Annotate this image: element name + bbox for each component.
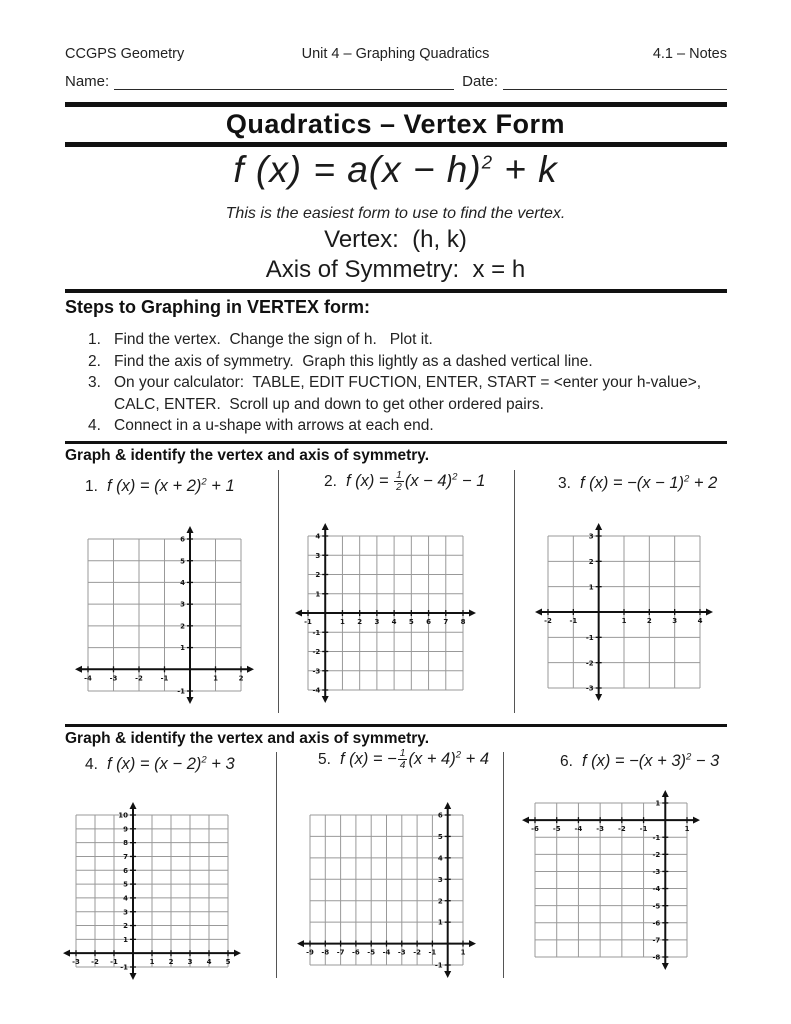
unit-label: Unit 4 – Graphing Quadratics bbox=[301, 46, 490, 62]
svg-text:-1: -1 bbox=[585, 633, 594, 642]
svg-text:7: 7 bbox=[123, 853, 128, 862]
coordinate-grid-1 bbox=[74, 525, 255, 705]
svg-text:-2: -2 bbox=[91, 958, 99, 967]
svg-text:-3: -3 bbox=[397, 948, 406, 957]
svg-text:-6: -6 bbox=[352, 948, 360, 957]
problem-number: 3. bbox=[558, 474, 571, 492]
svg-text:1: 1 bbox=[149, 958, 155, 967]
vertex-form-formula: f $(x) = a(x - h)^2 + k$ bbox=[233, 149, 558, 190]
coordinate-grid-6 bbox=[521, 789, 701, 971]
step-number: 3. bbox=[88, 374, 101, 391]
svg-text:5: 5 bbox=[437, 833, 443, 842]
svg-text:6: 6 bbox=[426, 618, 431, 626]
section2-rule bbox=[65, 724, 727, 727]
svg-text:-9: -9 bbox=[306, 948, 314, 957]
svg-text:-6: -6 bbox=[531, 825, 539, 834]
problem-formula: f $(x) = -(x - 1)^2 + 2$ bbox=[579, 473, 718, 492]
step-number: 2. bbox=[88, 352, 101, 370]
svg-text:-1: -1 bbox=[304, 618, 312, 626]
svg-text:5: 5 bbox=[123, 880, 128, 889]
column-divider bbox=[514, 470, 515, 713]
svg-text:-3: -3 bbox=[72, 958, 80, 967]
svg-text:4: 4 bbox=[123, 894, 128, 903]
svg-text:1: 1 bbox=[340, 618, 345, 626]
axis-of-symmetry-line: Axis of Symmetry: x = h bbox=[265, 256, 526, 283]
name-label: Name: bbox=[65, 73, 110, 90]
svg-text:1: 1 bbox=[123, 935, 128, 944]
problem-number: 6. bbox=[560, 752, 573, 770]
section1-heading: Graph & identify the vertex and axis of symmetry. bbox=[65, 447, 430, 464]
svg-text:1: 1 bbox=[684, 825, 690, 834]
svg-text:1: 1 bbox=[655, 799, 661, 808]
svg-text:-7: -7 bbox=[336, 948, 345, 957]
svg-text:2: 2 bbox=[180, 622, 185, 631]
svg-text:2: 2 bbox=[238, 674, 244, 683]
svg-text:1: 1 bbox=[315, 590, 321, 599]
problem-number: 4. bbox=[85, 755, 98, 773]
date-blank-line bbox=[503, 72, 727, 90]
date-label: Date: bbox=[462, 73, 498, 90]
svg-text:6: 6 bbox=[123, 866, 128, 875]
svg-text:-3: -3 bbox=[109, 674, 118, 683]
steps-list bbox=[88, 329, 723, 437]
svg-text:1: 1 bbox=[588, 583, 594, 592]
svg-text:7: 7 bbox=[443, 618, 449, 626]
svg-text:2: 2 bbox=[168, 958, 174, 967]
step-item-1 bbox=[88, 329, 723, 351]
section2-heading: Graph & identify the vertex and axis of symmetry. bbox=[65, 730, 430, 747]
step-number: 1. bbox=[88, 331, 101, 348]
svg-text:-8: -8 bbox=[652, 953, 661, 962]
svg-text:1: 1 bbox=[180, 644, 185, 653]
title-rule-bottom bbox=[65, 142, 727, 147]
svg-text:1: 1 bbox=[460, 948, 466, 957]
svg-text:2: 2 bbox=[123, 922, 128, 931]
svg-text:9: 9 bbox=[123, 825, 128, 834]
svg-text:-4: -4 bbox=[652, 885, 661, 894]
page-title: Quadratics – Vertex Form bbox=[225, 109, 566, 139]
coordinate-grid-2 bbox=[294, 522, 477, 704]
problem-6 bbox=[560, 752, 719, 771]
svg-text:2: 2 bbox=[588, 557, 594, 566]
svg-text:-4: -4 bbox=[382, 948, 391, 957]
step-text: Find the vertex. Change the sign of h. Plot it. bbox=[114, 331, 433, 348]
step-item-3 bbox=[88, 372, 723, 415]
svg-text:-5: -5 bbox=[367, 948, 376, 957]
svg-text:1: 1 bbox=[213, 674, 218, 683]
svg-text:-6: -6 bbox=[652, 919, 661, 928]
svg-text:-4: -4 bbox=[312, 686, 321, 695]
problem-2 bbox=[324, 470, 485, 494]
svg-text:-1: -1 bbox=[160, 674, 169, 683]
svg-text:8: 8 bbox=[123, 839, 128, 848]
steps-heading: Steps to Graphing in VERTEX form: bbox=[65, 297, 371, 317]
svg-text:-2: -2 bbox=[617, 825, 626, 834]
problem-number: 2. bbox=[324, 472, 337, 490]
svg-text:4: 4 bbox=[391, 618, 397, 626]
column-divider bbox=[278, 470, 279, 713]
svg-text:-2: -2 bbox=[312, 648, 321, 657]
svg-text:6: 6 bbox=[180, 535, 185, 544]
problem-number: 5. bbox=[318, 750, 331, 768]
svg-text:-1: -1 bbox=[312, 628, 321, 637]
svg-text:-1: -1 bbox=[110, 958, 118, 967]
svg-text:-2: -2 bbox=[135, 674, 143, 683]
step-text: On your calculator: TABLE, EDIT FUCTION, ENTER, START = <enter your h-value>, CALC, ENTER. Scroll up and down to get other ordered pairs. bbox=[114, 374, 706, 413]
svg-text:2: 2 bbox=[437, 897, 443, 906]
svg-text:4: 4 bbox=[697, 617, 703, 625]
svg-text:-8: -8 bbox=[321, 948, 330, 957]
svg-text:10: 10 bbox=[118, 811, 128, 820]
svg-text:-2: -2 bbox=[413, 948, 421, 957]
svg-text:-3: -3 bbox=[596, 825, 605, 834]
svg-text:-5: -5 bbox=[552, 825, 561, 834]
problem-5 bbox=[318, 748, 489, 772]
svg-text:-1: -1 bbox=[177, 687, 185, 696]
column-divider bbox=[503, 752, 504, 978]
svg-text:1: 1 bbox=[621, 617, 627, 625]
coordinate-grid-5 bbox=[296, 801, 477, 979]
vertex-line: Vertex: (h, k) bbox=[324, 226, 467, 253]
svg-text:5: 5 bbox=[408, 618, 414, 626]
svg-text:-5: -5 bbox=[652, 902, 661, 911]
svg-text:-7: -7 bbox=[652, 936, 661, 945]
problem-formula: f (x) = − $\frac{1}{4}$ $(x + 4)^2 + 4$ bbox=[339, 748, 490, 772]
svg-text:3: 3 bbox=[315, 551, 321, 560]
svg-text:-1: -1 bbox=[569, 617, 578, 625]
svg-text:-2: -2 bbox=[544, 617, 552, 625]
problem-number: 1. bbox=[85, 477, 98, 495]
svg-text:1: 1 bbox=[437, 918, 443, 927]
problem-3 bbox=[558, 474, 717, 493]
svg-text:3: 3 bbox=[374, 618, 380, 626]
svg-text:5: 5 bbox=[180, 557, 185, 566]
svg-text:2: 2 bbox=[315, 571, 321, 580]
svg-text:-1: -1 bbox=[120, 963, 128, 972]
svg-text:-1: -1 bbox=[639, 825, 648, 834]
svg-text:-4: -4 bbox=[84, 674, 92, 683]
problem-1 bbox=[85, 477, 235, 496]
problem-formula: f $(x) = (x + 2)^2 + 1$ bbox=[106, 476, 235, 495]
svg-text:3: 3 bbox=[187, 958, 193, 967]
course-label: CCGPS Geometry bbox=[65, 46, 185, 62]
step-item-4 bbox=[88, 415, 723, 437]
formula-caption: This is the easiest form to use to find the vertex. bbox=[225, 205, 566, 222]
problem-4 bbox=[85, 755, 235, 774]
step-text: Find the axis of symmetry. Graph this lightly as a dashed vertical line. bbox=[114, 352, 593, 370]
svg-text:4: 4 bbox=[180, 579, 185, 588]
svg-text:3: 3 bbox=[588, 532, 594, 541]
svg-text:8: 8 bbox=[460, 618, 466, 626]
problem-formula: f $(x) = (x - 2)^2 + 3$ bbox=[106, 754, 235, 773]
svg-text:-1: -1 bbox=[652, 833, 661, 842]
problem-formula: f (x) = $\frac{1}{2}$ $(x - 4)^2 - 1$ bbox=[345, 470, 486, 494]
name-blank-line bbox=[114, 72, 454, 90]
svg-text:-2: -2 bbox=[652, 850, 661, 859]
svg-text:-4: -4 bbox=[574, 825, 583, 834]
svg-text:-3: -3 bbox=[585, 684, 594, 693]
svg-text:4: 4 bbox=[437, 854, 443, 863]
svg-text:3: 3 bbox=[123, 908, 128, 917]
step-item-2 bbox=[88, 351, 723, 373]
svg-text:-3: -3 bbox=[312, 667, 321, 676]
column-divider bbox=[276, 752, 277, 978]
svg-text:4: 4 bbox=[315, 532, 321, 541]
coordinate-grid-4 bbox=[62, 801, 242, 981]
svg-text:3: 3 bbox=[437, 875, 443, 884]
step-text: Connect in a u-shape with arrows at each end. bbox=[114, 417, 434, 434]
svg-text:5: 5 bbox=[225, 958, 231, 967]
svg-text:6: 6 bbox=[437, 811, 443, 820]
svg-text:-2: -2 bbox=[585, 659, 594, 668]
section1-rule bbox=[65, 441, 727, 444]
svg-text:2: 2 bbox=[646, 617, 652, 625]
notes-label: 4.1 – Notes bbox=[652, 46, 727, 62]
problem-formula: f $(x) = -(x + 3)^2 - 3$ bbox=[581, 751, 720, 770]
svg-text:3: 3 bbox=[180, 600, 185, 609]
svg-text:3: 3 bbox=[672, 617, 678, 625]
svg-text:4: 4 bbox=[206, 958, 212, 967]
steps-rule-top bbox=[65, 289, 727, 293]
svg-text:-1: -1 bbox=[428, 948, 437, 957]
coordinate-grid-3 bbox=[534, 522, 714, 702]
svg-text:-1: -1 bbox=[434, 961, 443, 970]
svg-text:-3: -3 bbox=[652, 868, 661, 877]
title-rule-top bbox=[65, 102, 727, 107]
svg-text:2: 2 bbox=[357, 618, 363, 626]
step-number: 4. bbox=[88, 417, 101, 434]
name-date-row bbox=[65, 72, 727, 90]
